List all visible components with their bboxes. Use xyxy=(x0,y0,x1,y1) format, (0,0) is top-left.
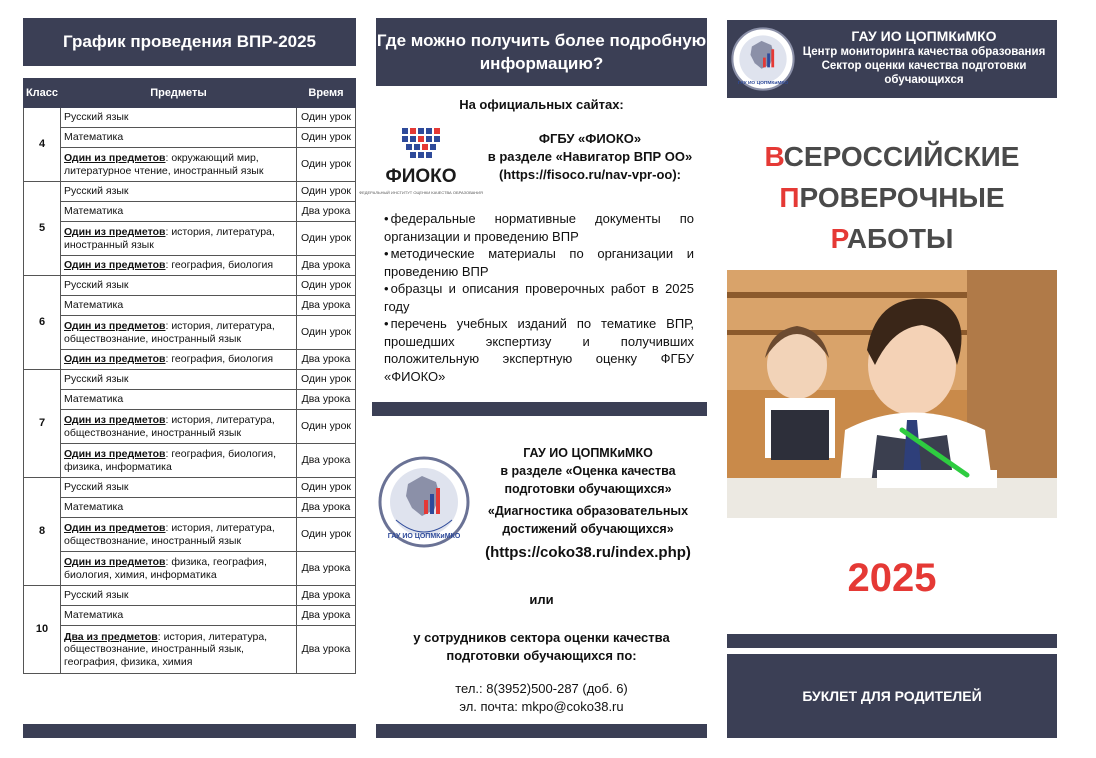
table-row xyxy=(24,182,356,202)
year: 2025 xyxy=(847,556,937,600)
grade-cell: 8 xyxy=(24,478,61,586)
subject-text: Математика xyxy=(64,393,124,406)
coko-logo-text: ГАУ ИО ЦОПМКиМКО xyxy=(387,533,461,540)
table-row xyxy=(24,410,356,444)
fioko-url[interactable]: (https://fisoco.ru/nav-vpr-oo): xyxy=(499,167,681,182)
table-row xyxy=(24,606,356,626)
subject-text: Русский язык xyxy=(64,279,129,292)
schedule-title: График проведения ВПР-2025 xyxy=(23,18,356,66)
subject-text: : история, литература, обществознание, иностранный язык xyxy=(64,320,275,345)
title-line: ПРОВЕРОЧНЫЕ xyxy=(779,182,1005,213)
header-grade: Класс xyxy=(24,79,61,108)
contacts xyxy=(376,680,707,716)
fioko-logo-subtext: ФЕДЕРАЛЬНЫЙ ИНСТИТУТ ОЦЕНКИ КАЧЕСТВА ОБРАЗОВАНИЯ xyxy=(359,190,483,195)
time-cell: Один урок xyxy=(297,222,356,256)
time-cell: Один урок xyxy=(297,108,356,128)
coko-section1: в разделе «Оценка качества подготовки обучающихся» xyxy=(500,464,676,496)
time-cell: Два урока xyxy=(297,586,356,606)
grade-cell: 6 xyxy=(24,276,61,370)
schedule-header-row xyxy=(24,79,356,108)
fioko-section: в разделе «Навигатор ВПР ОО» xyxy=(487,149,693,164)
time-cell: Один урок xyxy=(297,148,356,182)
time-cell: Два урока xyxy=(297,296,356,316)
booklet-label: БУКЛЕТ ДЛЯ РОДИТЕЛЕЙ xyxy=(727,654,1057,738)
table-row xyxy=(24,222,356,256)
time-cell: Два урока xyxy=(297,498,356,518)
subject-cell xyxy=(61,606,297,626)
email[interactable]: эл. почта: mkpo@coko38.ru xyxy=(459,699,624,714)
table-row xyxy=(24,296,356,316)
time-cell: Два урока xyxy=(297,626,356,674)
org-subtitle: Центр мониторинга качества образования Сектор оценки качества подготовки обучающихся xyxy=(802,46,1046,86)
subject-cell xyxy=(61,108,297,128)
time-cell: Два урока xyxy=(297,350,356,370)
subject-text: : история, литература, обществознание, иностранный язык xyxy=(64,414,275,439)
subject-prefix: Один из предметов xyxy=(64,152,166,164)
table-row xyxy=(24,586,356,606)
time-cell: Один урок xyxy=(297,182,356,202)
time-cell: Один урок xyxy=(297,410,356,444)
table-row xyxy=(24,202,356,222)
subject-cell xyxy=(61,316,297,350)
subject-cell xyxy=(61,498,297,518)
table-row xyxy=(24,350,356,370)
org-text xyxy=(791,28,1057,87)
subject-text: Математика xyxy=(64,299,124,312)
fioko-logo-text: ФИОКО xyxy=(385,166,457,187)
subject-cell xyxy=(61,182,297,202)
divider-bar xyxy=(727,634,1057,648)
subject-text: : история, литература, иностранный язык xyxy=(64,226,275,251)
coko-name: ГАУ ИО ЦОПМКиМКО xyxy=(523,446,653,460)
subject-text: Русский язык xyxy=(64,589,129,602)
schedule-table xyxy=(23,78,356,674)
time-cell: Один урок xyxy=(297,316,356,350)
time-cell: Два урока xyxy=(297,606,356,626)
table-row xyxy=(24,626,356,674)
divider-bar xyxy=(372,402,707,416)
subject-cell xyxy=(61,626,297,674)
fioko-logo xyxy=(359,124,483,204)
coko-logo xyxy=(378,456,470,548)
subject-cell xyxy=(61,202,297,222)
subject-text: Русский язык xyxy=(64,111,129,124)
table-row xyxy=(24,498,356,518)
subject-text: : история, литература, обществознание, иностранный язык xyxy=(64,522,275,547)
schedule-body xyxy=(24,108,356,674)
subject-cell xyxy=(61,586,297,606)
header-time: Время xyxy=(297,79,356,108)
phone: тел.: 8(3952)500-287 (доб. 6) xyxy=(455,681,628,696)
time-cell: Два урока xyxy=(297,444,356,478)
org-logo xyxy=(731,27,795,91)
title-line: ВСЕРОССИЙСКИЕ xyxy=(764,141,1020,172)
table-row xyxy=(24,108,356,128)
subject-prefix: Один из предметов xyxy=(64,414,166,426)
subject-text: Математика xyxy=(64,609,124,622)
coko-section2: «Диагностика образовательных достижений обучающихся» xyxy=(487,504,689,536)
coko-url[interactable]: (https://coko38.ru/index.php) xyxy=(485,544,691,561)
subject-prefix: Один из предметов xyxy=(64,353,166,366)
subject-text: : география, биология xyxy=(165,259,274,272)
subject-cell xyxy=(61,222,297,256)
subject-prefix: Два из предметов xyxy=(64,630,158,643)
table-row xyxy=(24,370,356,390)
subject-text: : история, литература, обществознание, иностранный язык, география, физика, химия xyxy=(64,630,268,668)
or-label: или xyxy=(529,592,554,607)
subject-text: : география, биология, физика, информатика xyxy=(64,448,277,473)
subject-cell xyxy=(61,444,297,478)
time-cell: Два урока xyxy=(297,202,356,222)
grade-cell: 4 xyxy=(24,108,61,182)
subject-cell xyxy=(61,296,297,316)
table-row xyxy=(24,518,356,552)
subject-cell xyxy=(61,478,297,498)
footer-bar xyxy=(376,724,707,738)
materials-list xyxy=(384,210,694,385)
footer-bar xyxy=(23,724,356,738)
table-row xyxy=(24,478,356,498)
org-logo-text: ГАУ ИО ЦОПМКиМКО xyxy=(737,81,789,87)
table-row xyxy=(24,390,356,410)
time-cell: Один урок xyxy=(297,518,356,552)
subject-cell xyxy=(61,390,297,410)
subject-text: Русский язык xyxy=(64,481,129,494)
grade-cell: 5 xyxy=(24,182,61,276)
subject-cell xyxy=(61,370,297,390)
subject-prefix: Один из предметов xyxy=(64,556,166,568)
time-cell: Два урока xyxy=(297,390,356,410)
org-header xyxy=(727,20,1057,98)
header-subjects: Предметы xyxy=(61,79,297,108)
subject-cell xyxy=(61,128,297,148)
table-row xyxy=(24,444,356,478)
coko-info xyxy=(472,444,704,538)
subject-text: Русский язык xyxy=(64,185,129,198)
info-title: Где можно получить более подробную информацию? xyxy=(376,18,707,86)
official-sites-label: На официальных сайтах: xyxy=(459,97,624,112)
grade-cell: 7 xyxy=(24,370,61,478)
subject-prefix: Один из предметов xyxy=(64,320,166,332)
subject-text: Математика xyxy=(64,205,124,218)
table-row xyxy=(24,316,356,350)
list-item: • федеральные нормативные документы по организации и проведению ВПР xyxy=(384,210,694,245)
table-row xyxy=(24,128,356,148)
subject-cell xyxy=(61,552,297,586)
subject-text: : окружающий мир, литературное чтение, иностранный язык xyxy=(64,152,264,177)
vpr-title xyxy=(727,136,1057,259)
table-row xyxy=(24,256,356,276)
table-row xyxy=(24,276,356,296)
time-cell: Один урок xyxy=(297,276,356,296)
time-cell: Два урока xyxy=(297,256,356,276)
fioko-name: ФГБУ «ФИОКО» xyxy=(538,131,642,146)
students-photo xyxy=(727,270,1057,518)
subject-cell xyxy=(61,518,297,552)
subject-cell xyxy=(61,276,297,296)
time-cell: Один урок xyxy=(297,128,356,148)
subject-text: Математика xyxy=(64,131,124,144)
subject-cell xyxy=(61,256,297,276)
list-item: • образцы и описания проверочных работ в 2025 году xyxy=(384,280,694,315)
time-cell: Один урок xyxy=(297,478,356,498)
fioko-info xyxy=(476,130,704,184)
subject-text: Математика xyxy=(64,501,124,514)
subject-cell xyxy=(61,148,297,182)
subject-cell xyxy=(61,350,297,370)
list-item: • перечень учебных изданий по тематике ВПР, прошедших экспертизу и получивших положительную экспертную оценку ФГБУ «ФИОКО» xyxy=(384,315,694,385)
subject-cell xyxy=(61,410,297,444)
grade-cell: 10 xyxy=(24,586,61,674)
subject-text: : физика, география, биология, химия, информатика xyxy=(64,556,267,581)
time-cell: Один урок xyxy=(297,370,356,390)
staff-label: у сотрудников сектора оценки качества подготовки обучающихся по: xyxy=(413,630,670,663)
subject-prefix: Один из предметов xyxy=(64,259,166,272)
time-cell: Два урока xyxy=(297,552,356,586)
list-item: • методические материалы по организации и проведению ВПР xyxy=(384,245,694,280)
title-line: РАБОТЫ xyxy=(830,223,954,254)
subject-prefix: Один из предметов xyxy=(64,226,166,238)
table-row xyxy=(24,148,356,182)
subject-text: Русский язык xyxy=(64,373,129,386)
table-row xyxy=(24,552,356,586)
subject-text: : география, биология xyxy=(165,353,274,366)
subject-prefix: Один из предметов xyxy=(64,522,166,534)
subject-prefix: Один из предметов xyxy=(64,448,166,460)
org-name: ГАУ ИО ЦОПМКиМКО xyxy=(851,28,997,44)
